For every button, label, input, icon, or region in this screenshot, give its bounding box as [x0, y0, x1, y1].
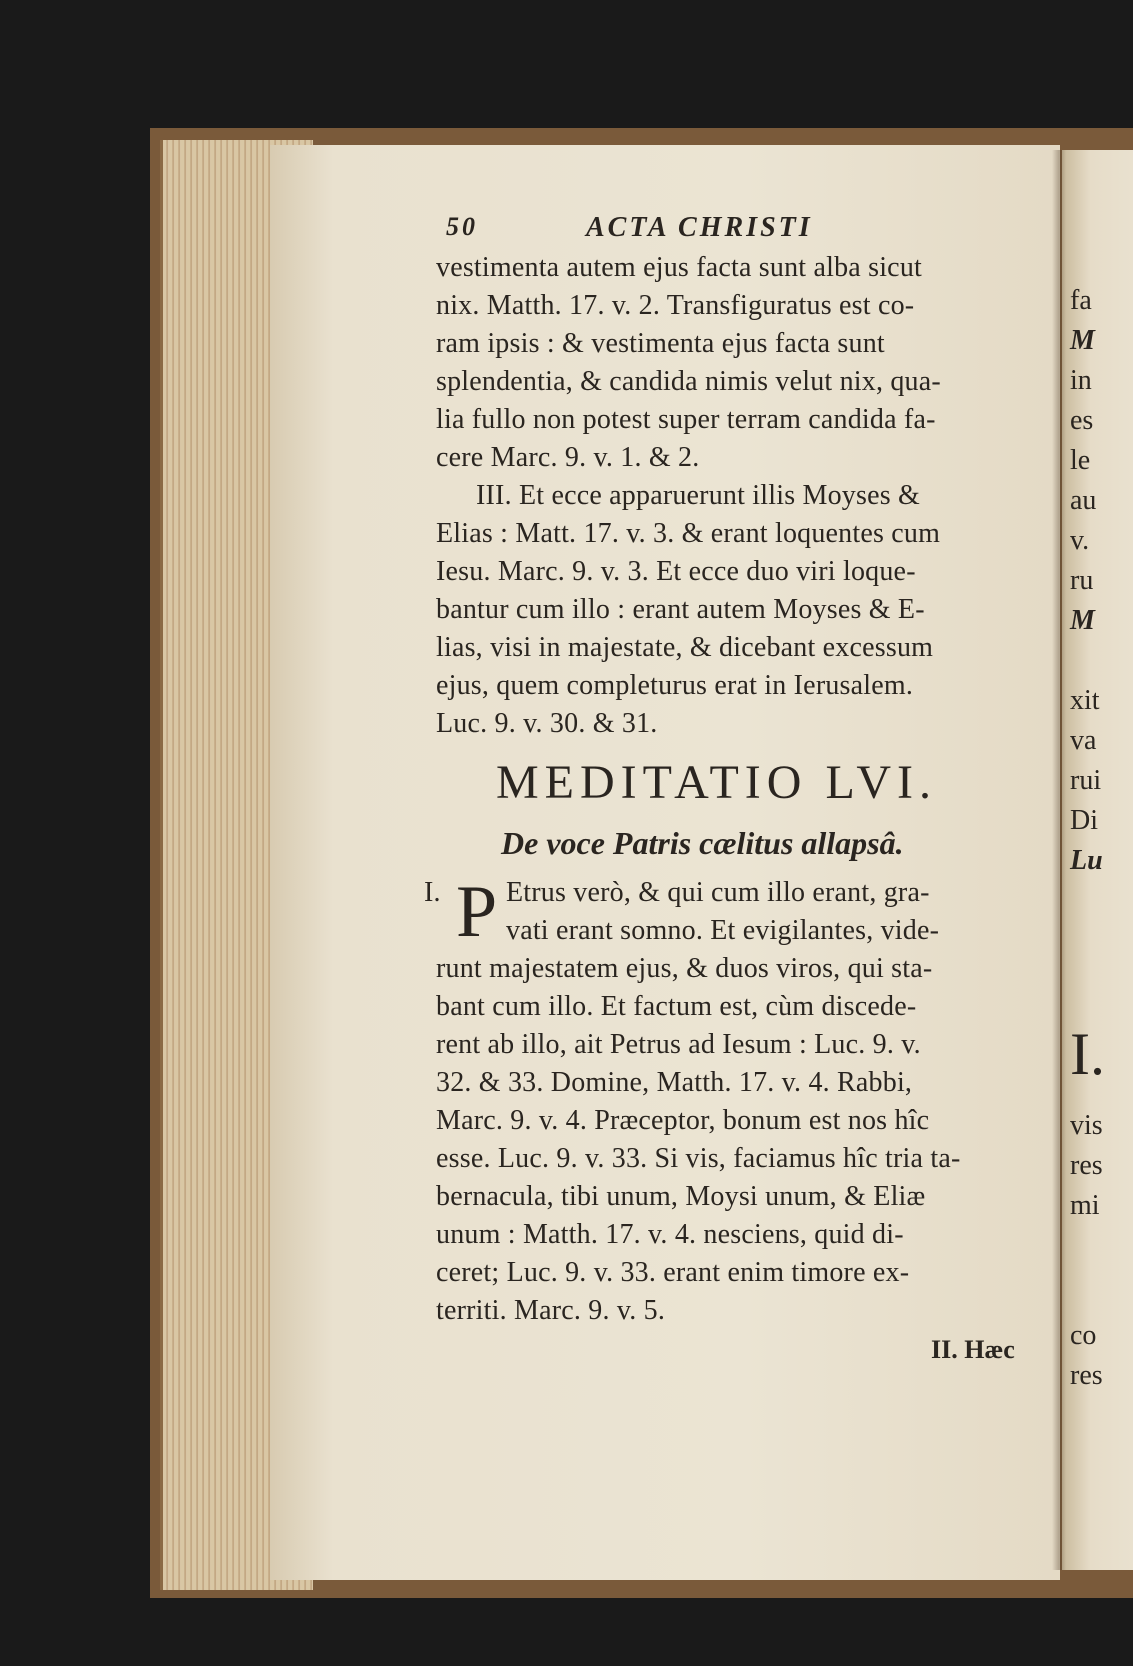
next-page-fragment: res: [1070, 1360, 1103, 1391]
next-page-fragment: in: [1070, 365, 1092, 396]
next-page-fragment: rui: [1070, 765, 1102, 796]
text-line: Iesu. Marc. 9. v. 3. Et ecce duo viri loque-: [436, 556, 916, 587]
text-line: lias, visi in majestate, & dicebant excessum: [436, 632, 934, 663]
text-line: vati erant somno. Et evigilantes, vide-: [506, 915, 940, 946]
running-head-title: ACTA CHRISTI: [586, 212, 813, 243]
next-page-fragment: ru: [1070, 565, 1094, 596]
next-page-fragment: vis: [1070, 1110, 1103, 1141]
drop-cap: P: [456, 871, 498, 953]
next-page-fragment: va: [1070, 725, 1097, 756]
text-line: Luc. 9. v. 30. & 31.: [436, 708, 658, 739]
next-page-fragment: es: [1070, 405, 1094, 436]
gutter-shadow: [1052, 150, 1066, 1570]
next-page-fragment: M: [1070, 325, 1095, 356]
next-page-fragment: le: [1070, 445, 1091, 476]
text-line: bantur cum illo : erant autem Moyses & E-: [436, 594, 925, 625]
text-line: ceret; Luc. 9. v. 33. erant enim timore ex-: [436, 1257, 910, 1288]
text-line: nix. Matth. 17. v. 2. Transfiguratus est co-: [436, 290, 915, 321]
next-page-fragment: res: [1070, 1150, 1103, 1181]
text-line: runt majestatem ejus, & duos viros, qui sta-: [436, 953, 933, 984]
next-page-fragment: Lu: [1070, 845, 1103, 876]
text-line: Elias : Matt. 17. v. 3. & erant loquentes cum: [436, 518, 941, 549]
next-page-fragment: mi: [1070, 1190, 1100, 1221]
catchword: II. Hæc: [931, 1335, 1015, 1364]
next-page-fragment: au: [1070, 485, 1097, 516]
next-page-fragment: fa: [1070, 285, 1092, 316]
text-line: ram ipsis : & vestimenta ejus facta sunt: [436, 328, 885, 359]
text-line: esse. Luc. 9. v. 33. Si vis, faciamus hîc tria ta-: [436, 1143, 961, 1174]
meditation-subheading: De voce Patris cælitus allapsâ.: [501, 825, 904, 861]
text-line: rent ab illo, ait Petrus ad Iesum : Luc. 9. v.: [436, 1029, 921, 1060]
text-line: bernacula, tibi unum, Moysi unum, & Eliæ: [436, 1181, 926, 1212]
text-line: Marc. 9. v. 4. Præceptor, bonum est nos hîc: [436, 1105, 930, 1136]
running-head: [446, 212, 946, 252]
text-line: lia fullo non potest super terram candida fa-: [436, 404, 936, 435]
right-page-fragment: [1062, 150, 1133, 1570]
text-line: vestimenta autem ejus facta sunt alba sicut: [436, 252, 922, 283]
next-page-fragment: co: [1070, 1320, 1097, 1351]
text-line: Etrus verò, & qui cum illo erant, gra-: [506, 877, 930, 908]
next-page-fragment: xit: [1070, 685, 1100, 716]
next-page-fragment: I.: [1070, 1021, 1105, 1087]
text-line: ejus, quem completurus erat in Ierusalem.: [436, 670, 914, 701]
section-marker: I.: [424, 877, 441, 908]
next-page-fragment: Di: [1070, 805, 1098, 836]
page-number: 50: [446, 212, 478, 241]
meditation-heading: MEDITATIO LVI.: [496, 756, 937, 809]
next-page-fragment: v.: [1070, 525, 1090, 556]
text-line: bant cum illo. Et factum est, cùm discede-: [436, 991, 917, 1022]
text-line: III. Et ecce apparuerunt illis Moyses &: [476, 480, 920, 511]
text-line: territi. Marc. 9. v. 5.: [436, 1295, 666, 1326]
text-line: unum : Matth. 17. v. 4. nesciens, quid di-: [436, 1219, 904, 1250]
text-line: splendentia, & candida nimis velut nix, qua-: [436, 366, 941, 397]
text-line: 32. & 33. Domine, Matth. 17. v. 4. Rabbi,: [436, 1067, 913, 1098]
next-page-fragment: M: [1070, 605, 1095, 636]
text-line: cere Marc. 9. v. 1. & 2.: [436, 442, 700, 473]
